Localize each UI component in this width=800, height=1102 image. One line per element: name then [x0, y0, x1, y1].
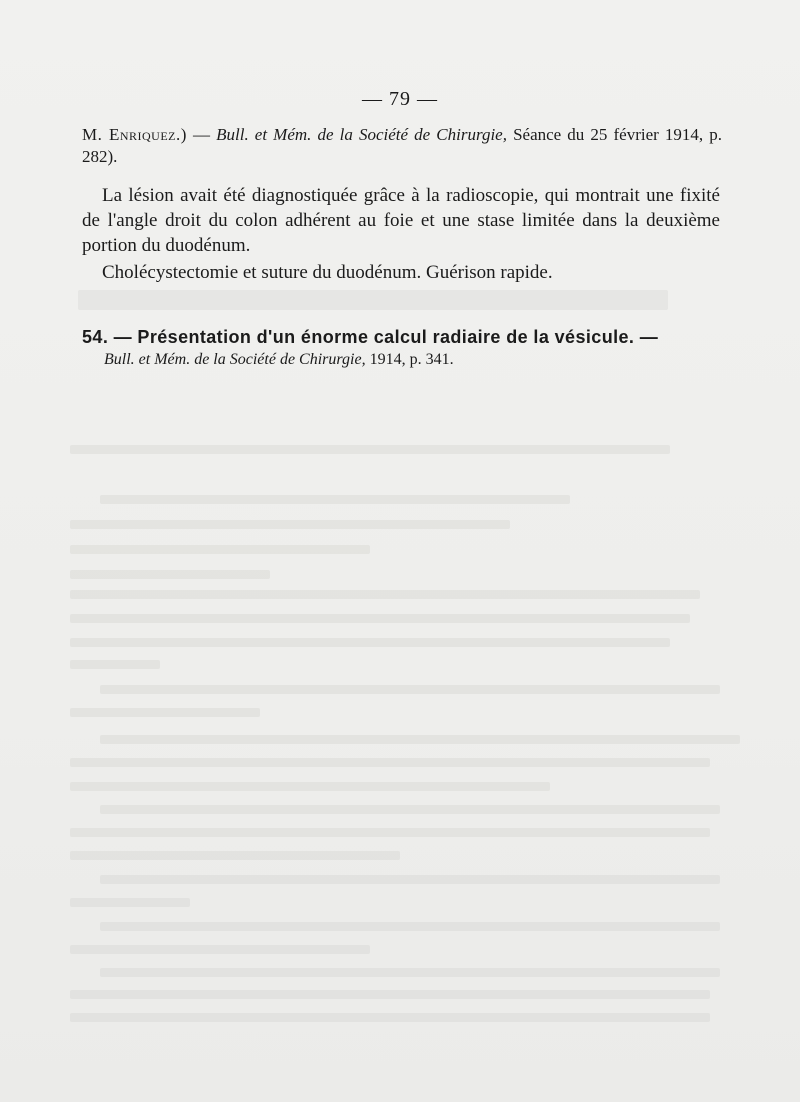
body-paragraph: Cholécystectomie et suture du duodénum. Guérison rapide. [102, 262, 553, 283]
bleed-through-line [100, 495, 570, 504]
reference-journal: Bull. et Mém. de la Société de Chirurgie, [216, 125, 507, 144]
bibliography-entry [82, 325, 722, 371]
bleed-through-line [100, 922, 720, 931]
bleed-through-line [70, 945, 370, 954]
reference-pages: p. 282). [82, 125, 722, 166]
bleed-through-line [70, 828, 710, 837]
body-paragraph: La lésion avait été diagnostiquée grâce à la radioscopie, qui montrait une fixité de l'angle droit du colon adhérent au foie et une stase limitée dans la deuxième portion du duodénum. [82, 185, 720, 256]
reference-session: Séance du 25 février 1914, [506, 125, 704, 144]
bleed-through-line [70, 1013, 710, 1022]
bleed-through-line [70, 851, 400, 860]
bleed-through-title [78, 290, 668, 310]
bleed-through-line [70, 898, 190, 907]
bleed-through-line [70, 614, 690, 623]
bleed-through-line [100, 735, 740, 744]
reference-dash: — [186, 125, 217, 144]
bleed-through-line [100, 685, 720, 694]
entry-title: — Présentation d'un énorme calcul radiaire de la vésicule. — [108, 327, 659, 347]
bleed-through-line [70, 520, 510, 529]
bleed-through-line [70, 660, 160, 669]
bleed-through-line [100, 968, 720, 977]
bleed-through-line [70, 758, 710, 767]
bleed-through-line [100, 875, 720, 884]
page-number: — 79 — [362, 88, 438, 110]
entry-title-line [82, 325, 722, 349]
entry-number: 54. [82, 327, 109, 347]
bleed-through-line [70, 638, 670, 647]
entry-source-journal: Bull. et Mém. de la Société de Chirurgie, [104, 351, 366, 368]
bleed-through-line [70, 590, 700, 599]
entry-source [104, 349, 722, 371]
reference-citation [82, 124, 722, 168]
body-text [82, 183, 720, 285]
bleed-through-line [70, 445, 670, 454]
bleed-through-line [70, 570, 270, 579]
bleed-through-line [70, 990, 710, 999]
bleed-through-line [100, 805, 720, 814]
bleed-through-line [70, 545, 370, 554]
bleed-through-line [70, 782, 550, 791]
entry-source-detail: 1914, p. 341. [365, 351, 454, 368]
bleed-through-line [70, 708, 260, 717]
reference-author: M. Enriquez.) [82, 125, 187, 144]
